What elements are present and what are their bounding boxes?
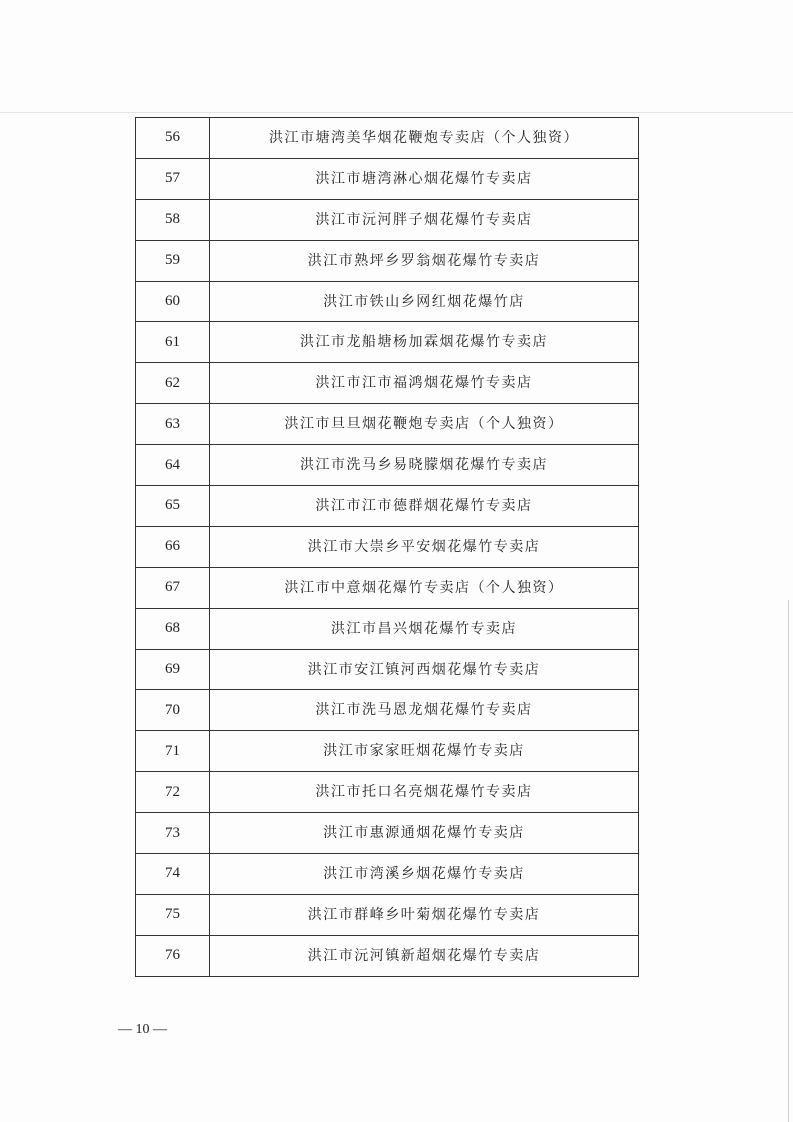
table-row (136, 240, 639, 281)
store-name: 洪江市龙船塘杨加霖烟花爆竹专卖店 (210, 322, 639, 363)
store-name: 洪江市熟坪乡罗翁烟花爆竹专卖店 (210, 240, 639, 281)
store-name: 洪江市沅河胖子烟花爆竹专卖店 (210, 199, 639, 240)
store-name: 洪江市中意烟花爆竹专卖店（个人独资） (210, 567, 639, 608)
page-edge-line (788, 600, 789, 1122)
row-number: 64 (136, 445, 210, 486)
table-row (136, 404, 639, 445)
table-row (136, 486, 639, 527)
table-row (136, 731, 639, 772)
row-number: 66 (136, 526, 210, 567)
store-name: 洪江市塘湾美华烟花鞭炮专卖店（个人独资） (210, 118, 639, 159)
table-row (136, 649, 639, 690)
store-name: 洪江市家家旺烟花爆竹专卖店 (210, 731, 639, 772)
row-number: 59 (136, 240, 210, 281)
store-name: 洪江市惠源通烟花爆竹专卖店 (210, 813, 639, 854)
store-list-body (136, 118, 639, 977)
row-number: 62 (136, 363, 210, 404)
store-list-table (135, 117, 639, 977)
table-row (136, 813, 639, 854)
store-name: 洪江市江市福鸿烟花爆竹专卖店 (210, 363, 639, 404)
table-row (136, 322, 639, 363)
store-name: 洪江市塘湾淋心烟花爆竹专卖店 (210, 158, 639, 199)
store-name: 洪江市托口名亮烟花爆竹专卖店 (210, 772, 639, 813)
store-name: 洪江市洗马恩龙烟花爆竹专卖店 (210, 690, 639, 731)
table-row (136, 772, 639, 813)
row-number: 56 (136, 118, 210, 159)
row-number: 70 (136, 690, 210, 731)
store-name: 洪江市沅河镇新超烟花爆竹专卖店 (210, 935, 639, 976)
table-row (136, 118, 639, 159)
row-number: 60 (136, 281, 210, 322)
store-name: 洪江市大崇乡平安烟花爆竹专卖店 (210, 526, 639, 567)
store-name: 洪江市群峰乡叶菊烟花爆竹专卖店 (210, 894, 639, 935)
store-name: 洪江市铁山乡网红烟花爆竹店 (210, 281, 639, 322)
store-name: 洪江市旦旦烟花鞭炮专卖店（个人独资） (210, 404, 639, 445)
store-name: 洪江市洗马乡易晓朦烟花爆竹专卖店 (210, 445, 639, 486)
table-row (136, 363, 639, 404)
store-name: 洪江市湾溪乡烟花爆竹专卖店 (210, 854, 639, 895)
row-number: 69 (136, 649, 210, 690)
table-row (136, 690, 639, 731)
store-name: 洪江市安江镇河西烟花爆竹专卖店 (210, 649, 639, 690)
row-number: 67 (136, 567, 210, 608)
store-name: 洪江市昌兴烟花爆竹专卖店 (210, 608, 639, 649)
row-number: 61 (136, 322, 210, 363)
header-divider (0, 112, 793, 113)
row-number: 71 (136, 731, 210, 772)
table-row (136, 158, 639, 199)
table-row (136, 567, 639, 608)
row-number: 57 (136, 158, 210, 199)
row-number: 74 (136, 854, 210, 895)
row-number: 63 (136, 404, 210, 445)
row-number: 65 (136, 486, 210, 527)
table-row (136, 526, 639, 567)
store-name: 洪江市江市德群烟花爆竹专卖店 (210, 486, 639, 527)
row-number: 72 (136, 772, 210, 813)
row-number: 68 (136, 608, 210, 649)
row-number: 58 (136, 199, 210, 240)
row-number: 76 (136, 935, 210, 976)
table-row (136, 608, 639, 649)
table-row (136, 199, 639, 240)
table-row (136, 894, 639, 935)
table-row (136, 445, 639, 486)
table-row (136, 281, 639, 322)
row-number: 75 (136, 894, 210, 935)
page-number: — 10 — (118, 1022, 167, 1037)
table-row (136, 935, 639, 976)
table-row (136, 854, 639, 895)
row-number: 73 (136, 813, 210, 854)
